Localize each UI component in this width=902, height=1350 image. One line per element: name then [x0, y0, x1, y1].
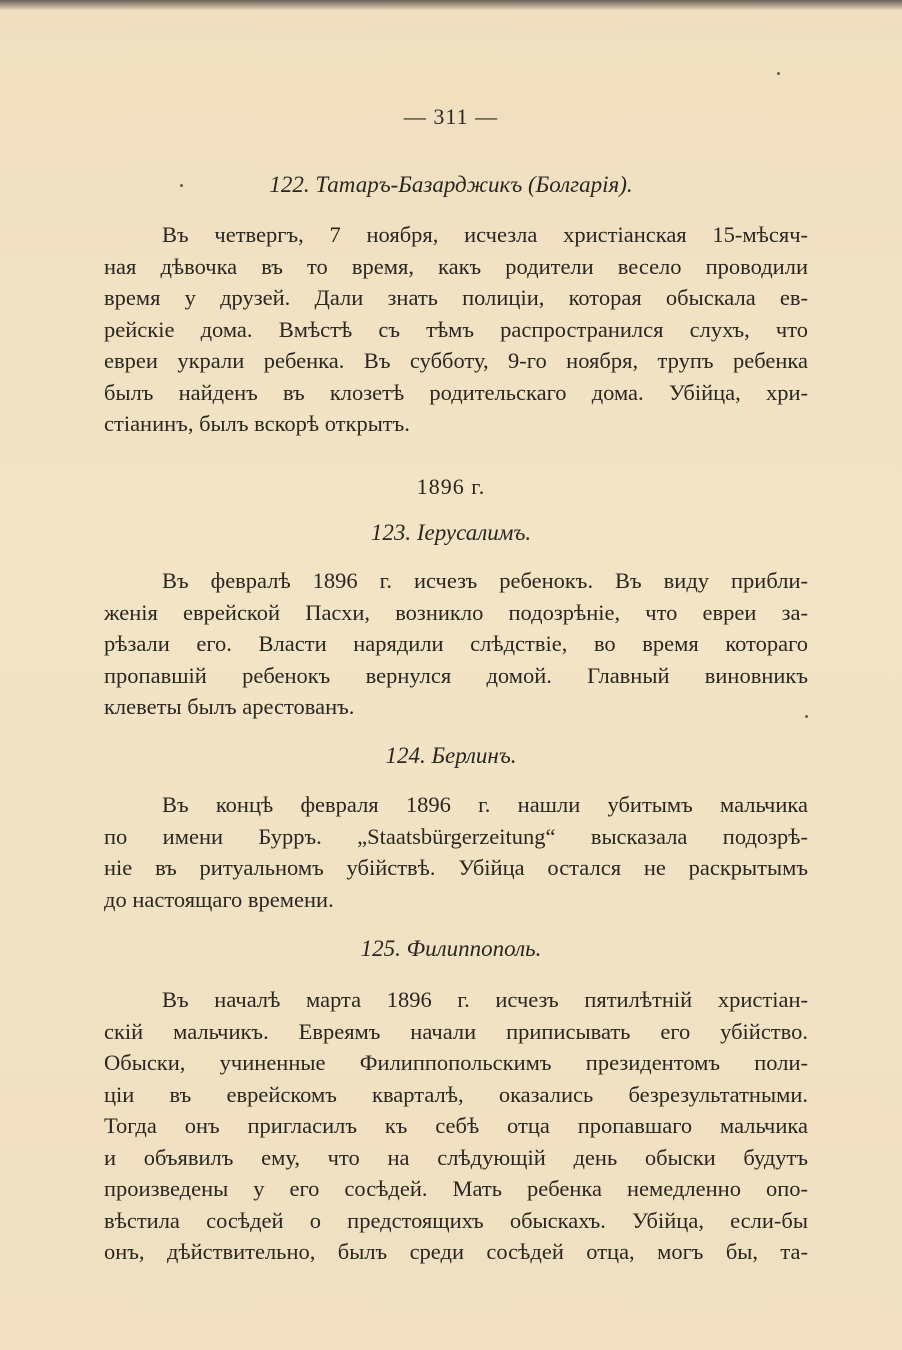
text-line: стіанинъ, былъ вскорѣ открытъ. [104, 411, 410, 436]
text-line: рѣзали его. Власти нарядили слѣдствіе, во время котораго [104, 631, 808, 656]
text-line: клеветы былъ арестованъ. [104, 694, 355, 719]
text-line: вѣстила сосѣдей о предстоящихъ обыскахъ. Убійца, если-бы [104, 1207, 808, 1233]
paper-speck [805, 715, 808, 718]
text-line: рейскіе дома. Вмѣстѣ съ тѣмъ распространился слухъ, что [104, 316, 808, 342]
text-line: Въ февралѣ 1896 г. исчезъ ребенокъ. Въ виду прибли- [162, 568, 808, 593]
text-line: Въ концѣ февраля 1896 г. нашли убитымъ мальчика [162, 792, 808, 817]
text-line: ніе въ ритуальномъ убійствѣ. Убійца остался не раскрытымъ [104, 855, 808, 880]
text-line: Тогда онъ пригласилъ къ себѣ отца пропавшаго мальчика [104, 1113, 808, 1138]
text-line: евреи украли ребенка. Въ субботу, 9-го ноября, трупъ ребенка [104, 348, 808, 373]
text-line: пропавшій ребенокъ вернулся домой. Главный виновникъ [104, 662, 808, 688]
text-line: скій мальчикъ. Евреямъ начали приписывать его убійство. [104, 1018, 808, 1044]
paragraph-122 [104, 219, 808, 440]
text-line: былъ найденъ въ клозетѣ родительскаго дома. Убійца, хри- [104, 379, 808, 405]
section-heading-124: 124. Берлинъ. [385, 743, 517, 768]
text-line: Обыски, учиненные Филиппопольскимъ президентомъ поли- [104, 1050, 808, 1075]
paper-speck [180, 184, 183, 187]
paragraph-123 [104, 565, 808, 723]
text-line: Въ четвергъ, 7 ноября, исчезла христіанская 15-мѣсяч- [162, 222, 808, 247]
paragraph-124 [104, 789, 808, 915]
paragraph-125 [104, 984, 808, 1268]
text-line: женія еврейской Пасхи, возникло подозрѣніе, что евреи за- [104, 599, 808, 625]
section-heading-122: 122. Татаръ-Базарджикъ (Болгарія). [269, 172, 633, 197]
section-heading-123: 123. Іерусалимъ. [370, 520, 532, 545]
page-top-edge [0, 0, 902, 10]
section-heading-125: 125. Филиппополь. [360, 936, 542, 961]
text-line: до настоящаго времени. [104, 886, 334, 912]
text-line: по имени Бурръ. „Staatsbürgerzeitung“ высказала подозрѣ- [104, 823, 808, 849]
text-line: Въ началѣ марта 1896 г. исчезъ пятилѣтній христіан- [162, 987, 808, 1012]
text-line: время у друзей. Дали знать полиціи, которая обыскала ев- [104, 285, 808, 310]
page-number: — 311 — [403, 104, 499, 129]
year-heading: 1896 г. [416, 474, 486, 499]
text-line: ціи въ еврейскомъ кварталѣ, оказались безрезультатными. [104, 1081, 808, 1107]
paper-speck [777, 72, 780, 75]
text-line: онъ, дѣйствительно, былъ среди сосѣдей отца, могъ бы, та- [104, 1239, 808, 1264]
text-line: и объявилъ ему, что на слѣдующій день обыски будутъ [104, 1144, 808, 1170]
text-line: ная дѣвочка въ то время, какъ родители весело проводили [104, 253, 808, 279]
text-line: произведены у его сосѣдей. Мать ребенка немедленно опо- [104, 1176, 808, 1201]
